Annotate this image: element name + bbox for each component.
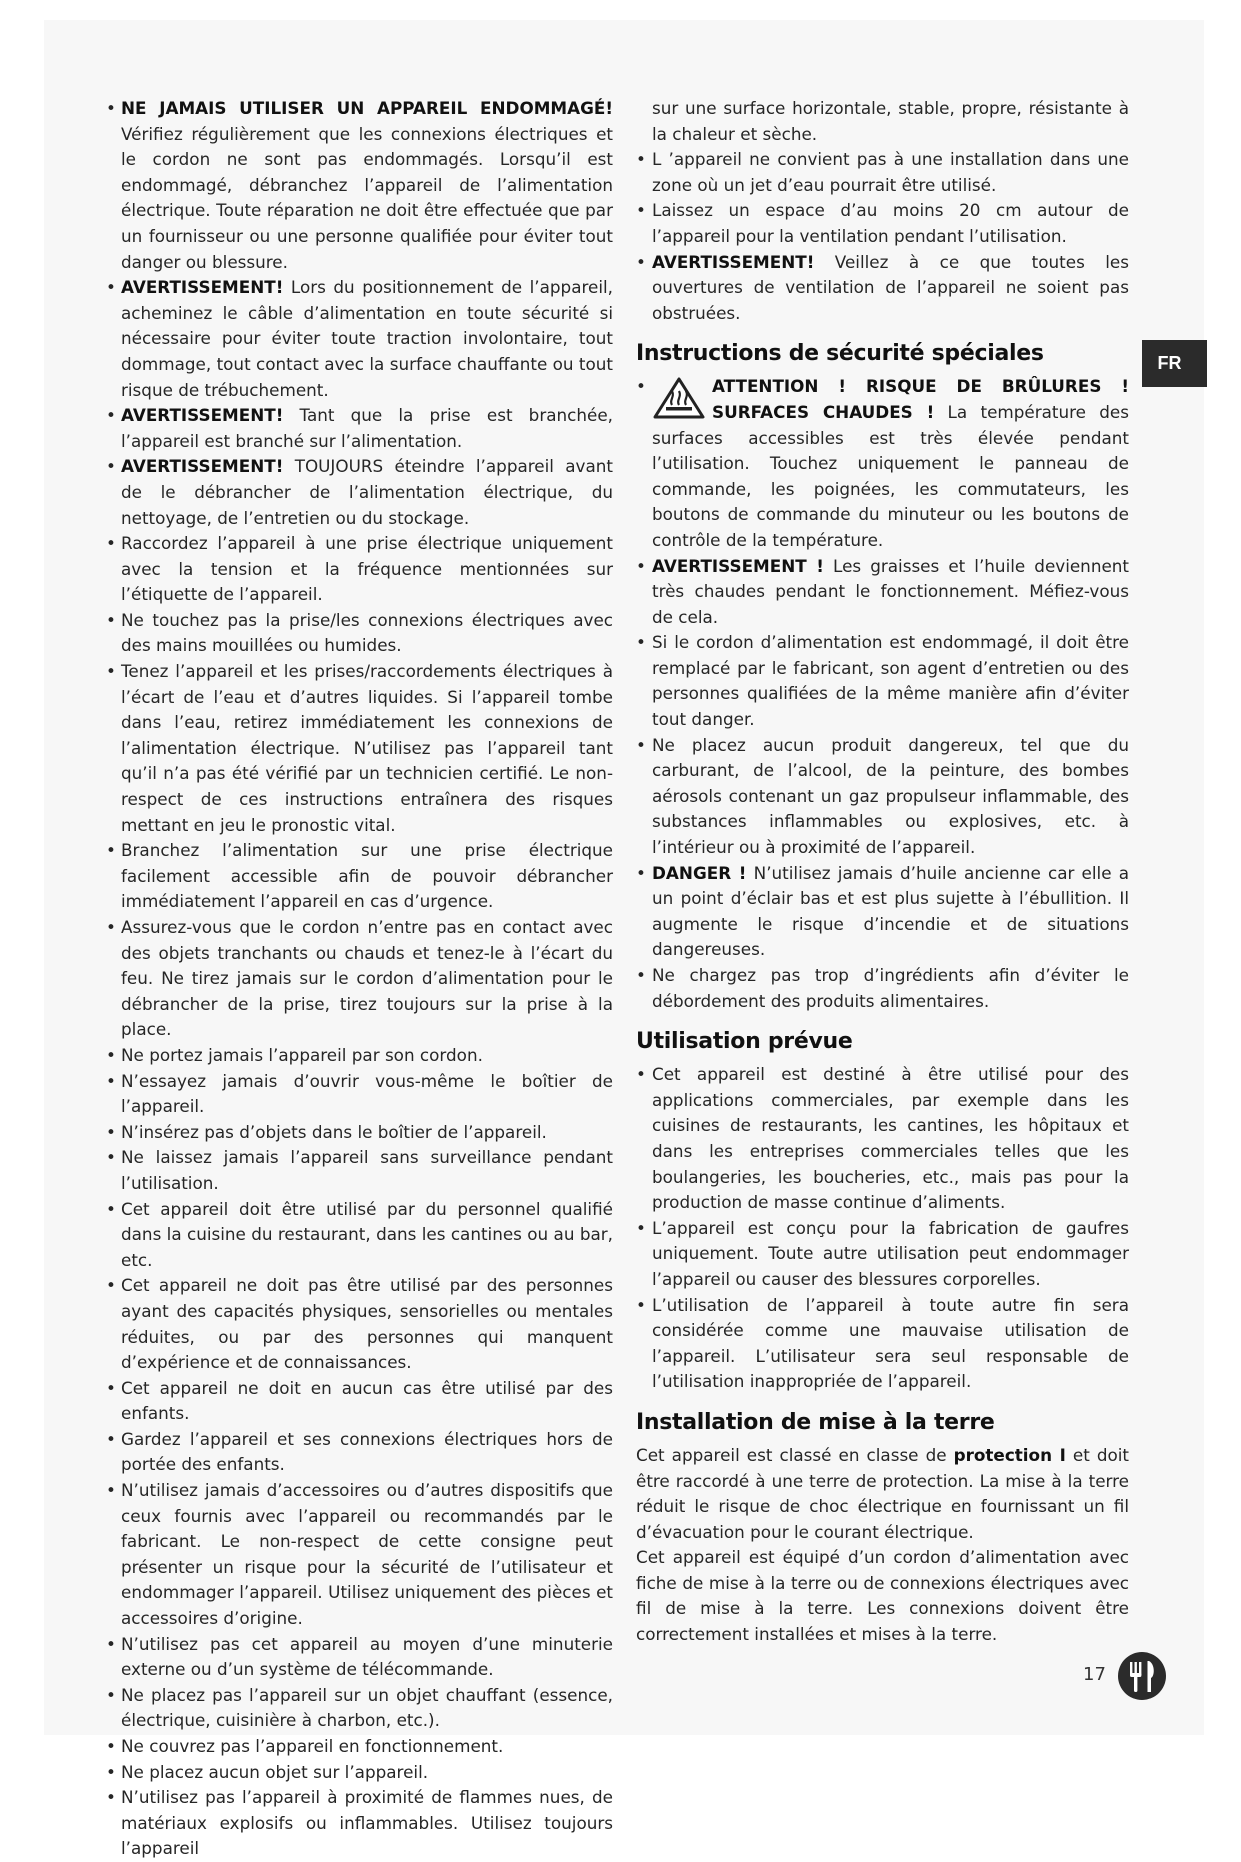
page-number: 17 [1083, 1664, 1106, 1685]
grounding-heading: Installation de mise à la terre [636, 1409, 995, 1435]
safety-list-item: • N’essayez jamais d’ouvrir vous-même le boîtier de l’appareil. [107, 1069, 613, 1120]
safety-list-item: • AVERTISSEMENT! Veillez à ce que toutes les ouvertures de ventilation de l’appareil ne soient pas obstruées. [636, 250, 1129, 327]
left-column [107, 96, 613, 1862]
special-instructions-list [636, 374, 1129, 1014]
safety-list-item: • Cet appareil doit être utilisé par du personnel qualifié dans la cuisine du restaurant, dans les cantines ou au bar, etc. [107, 1197, 613, 1274]
safety-list-item: • N’utilisez pas cet appareil au moyen d’une minuterie externe ou d’un système de télécommande. [107, 1632, 613, 1683]
safety-list-item-emphasis: AVERTISSEMENT! [121, 405, 284, 426]
safety-list-item: • Ne touchez pas la prise/les connexions électriques avec des mains mouillées ou humides. [107, 608, 613, 659]
safety-list-item: • Ne placez aucun objet sur l’appareil. [107, 1760, 613, 1786]
intended-use-heading: Utilisation prévue [636, 1029, 853, 1055]
safety-list-item: • AVERTISSEMENT! Tant que la prise est branchée, l’appareil est branché sur l’alimentation. [107, 403, 613, 454]
grounding-paragraph-2: Cet appareil est équipé d’un cordon d’alimentation avec fiche de mise à la terre ou de connexions électriques avec fil de mise à la terre. Les connexions doivent être correctement installées et mises à la terre. [636, 1547, 1129, 1645]
safety-list-item: • Ne laissez jamais l’appareil sans surveillance pendant l’utilisation. [107, 1145, 613, 1196]
safety-list-item: • Cet appareil ne doit pas être utilisé par des personnes ayant des capacités physiques, sensorielles ou mentales réduites, ou par des personnes qui manquent d’expérience et de connaissances. [107, 1273, 613, 1375]
special-instruction-item: • Si le cordon d’alimentation est endommagé, il doit être remplacé par le fabricant, son agent d’entretien ou des personnes qualifiées de la même manière afin d’éviter tout danger. [636, 630, 1129, 732]
safety-list-left [107, 96, 613, 1862]
safety-list-item: • Raccordez l’appareil à une prise électrique uniquement avec la tension et la fréquence mentionnées sur l’étiquette de l’appareil. [107, 531, 613, 608]
special-instruction-item: • Ne placez aucun produit dangereux, tel que du carburant, de l’alcool, de la peinture, des bombes aérosols contenant un gaz propulseur inflammable, des substances inflammables ou explosives, etc. à l’intérieur ou à proximité de l’appareil. [636, 733, 1129, 861]
safety-list-item: • Laissez un espace d’au moins 20 cm autour de l’appareil pour la ventilation pendant l’utilisation. [636, 198, 1129, 249]
grounding-paragraph-1: Cet appareil est classé en classe de protection I et doit être raccordé à une terre de protection. La mise à la terre réduit le risque de choc électrique en fournissant un fil d’évacuation pour le courant électrique. [636, 1444, 1129, 1542]
cutlery-logo-icon [1117, 1650, 1167, 1702]
language-tab: FR [1142, 340, 1207, 387]
special-instruction-item: • Ne chargez pas trop d’ingrédients afin d’éviter le débordement des produits alimentaires. [636, 963, 1129, 1014]
safety-list-item-emphasis: NE JAMAIS UTILISER UN APPAREIL ENDOMMAGÉ! [121, 98, 613, 118]
special-instruction-item-emphasis: DANGER ! [652, 862, 747, 883]
safety-list-item: • AVERTISSEMENT! Lors du positionnement de l’appareil, acheminez le câble d’alimentation en toute sécurité si nécessaire pour éviter toute traction involontaire, tout dommage, tout contact avec la surface chauffante ou tout risque de trébuchement. [107, 275, 613, 403]
safety-list-item: • L ’appareil ne convient pas à une installation dans une zone où un jet d’eau pourrait être utilisé. [636, 147, 1129, 198]
right-column [636, 96, 1129, 1648]
safety-list-item: • Ne couvrez pas l’appareil en fonctionnement. [107, 1734, 613, 1760]
safety-list-right-top [636, 96, 1129, 326]
intended-use-item: • L’utilisation de l’appareil à toute autre fin sera considérée comme une mauvaise utilisation de l’appareil. L’utilisateur sera seul responsable de l’utilisation inappropriée de l’appareil. [636, 1293, 1129, 1395]
safety-list-item-emphasis: AVERTISSEMENT! [121, 277, 284, 298]
hot-surface-warning-icon [652, 376, 706, 420]
safety-list-item: • N’insérez pas d’objets dans le boîtier de l’appareil. [107, 1120, 613, 1146]
special-instruction-item: • ATTENTION ! RISQUE DE BRÛLURES ! SURFACES CHAUDES ! La température des surfaces accessibles est très élevée pendant l’utilisation. Touchez uniquement le panneau de commande, les poignées, les commutateurs, les boutons de commande du minuteur ou les boutons de contrôle de la température. [636, 374, 1129, 553]
safety-list-item: • Cet appareil ne doit en aucun cas être utilisé par des enfants. [107, 1376, 613, 1427]
safety-list-item: • NE JAMAIS UTILISER UN APPAREIL ENDOMMAGÉ! Vérifiez régulièrement que les connexions électriques et le cordon ne sont pas endommagés. Lorsqu’il est endommagé, débranchez l’appareil de l’alimentation électrique. Toute réparation ne doit être effectuée que par un fournisseur ou une personne qualifiée pour éviter tout danger ou blessure. [107, 96, 613, 275]
special-instruction-item-emphasis: ATTENTION ! RISQUE DE BRÛLURES ! SURFACES CHAUDES ! [712, 376, 1129, 422]
safety-list-item: sur une surface horizontale, stable, propre, résistante à la chaleur et sèche. [652, 98, 1129, 144]
safety-list-item: • Ne portez jamais l’appareil par son cordon. [107, 1043, 613, 1069]
safety-list-item-emphasis: AVERTISSEMENT! [121, 456, 284, 477]
safety-list-item: • Branchez l’alimentation sur une prise électrique facilement accessible afin de pouvoir débrancher immédiatement l’appareil en cas d’urgence. [107, 838, 613, 915]
intended-use-item: • L’appareil est conçu pour la fabrication de gaufres uniquement. Toute autre utilisation peut endommager l’appareil ou causer des blessures corporelles. [636, 1216, 1129, 1293]
safety-list-item: • Tenez l’appareil et les prises/raccordements électriques à l’écart de l’eau et d’autres liquides. Si l’appareil tombe dans l’eau, retirez immédiatement les connexions de l’alimentation électrique. N’utilisez pas l’appareil tant qu’il n’a pas été vérifié par un technicien certifié. Le non-respect de ces instructions entraînera des risques mettant en jeu le pronostic vital. [107, 659, 613, 838]
special-instruction-item: • DANGER ! N’utilisez jamais d’huile ancienne car elle a un point d’éclair bas et est plus sujette à l’ébullition. Il augmente le risque d’incendie et de situations dangereuses. [636, 861, 1129, 963]
special-instruction-item-emphasis: AVERTISSEMENT ! [652, 555, 824, 576]
protection-class: protection I [953, 1444, 1066, 1465]
intended-use-item: • Cet appareil est destiné à être utilisé pour des applications commerciales, par exemple dans les cuisines de restaurants, les cantines, les hôpitaux et dans les entreprises commerciales telles que les boulangeries, les boucheries, etc., mais pas pour la production de masse continue d’aliments. [636, 1062, 1129, 1216]
safety-list-item: • AVERTISSEMENT! TOUJOURS éteindre l’appareil avant de le débrancher de l’alimentation électrique, du nettoyage, de l’entretien ou du stockage. [107, 454, 613, 531]
special-instructions-heading: Instructions de sécurité spéciales [636, 341, 1044, 367]
safety-list-item: • Assurez-vous que le cordon n’entre pas en contact avec des objets tranchants ou chauds et tenez-le à l’écart du feu. Ne tirez jamais sur le cordon d’alimentation pour le débrancher de la prise, tirez toujours sur la prise à la place. [107, 915, 613, 1043]
safety-list-item: • N’utilisez pas l’appareil à proximité de flammes nues, de matériaux explosifs ou inflammables. Utilisez toujours l’appareil [107, 1785, 613, 1862]
special-instruction-item: • AVERTISSEMENT ! Les graisses et l’huile deviennent très chaudes pendant le fonctionnement. Méfiez-vous de cela. [636, 554, 1129, 631]
intended-use-list [636, 1062, 1129, 1395]
safety-list-item: • N’utilisez jamais d’accessoires ou d’autres dispositifs que ceux fournis avec l’appareil ou recommandés par le fabricant. Le non-respect de cette consigne peut présenter un risque pour la sécurité de l’utilisateur et endommager l’appareil. Utilisez uniquement des pièces et accessoires d’origine. [107, 1478, 613, 1632]
safety-list-item: • Ne placez pas l’appareil sur un objet chauffant (essence, électrique, cuisinière à charbon, etc.). [107, 1683, 613, 1734]
safety-list-item: • Gardez l’appareil et ses connexions électriques hors de portée des enfants. [107, 1427, 613, 1478]
safety-list-item-emphasis: AVERTISSEMENT! [652, 251, 815, 272]
